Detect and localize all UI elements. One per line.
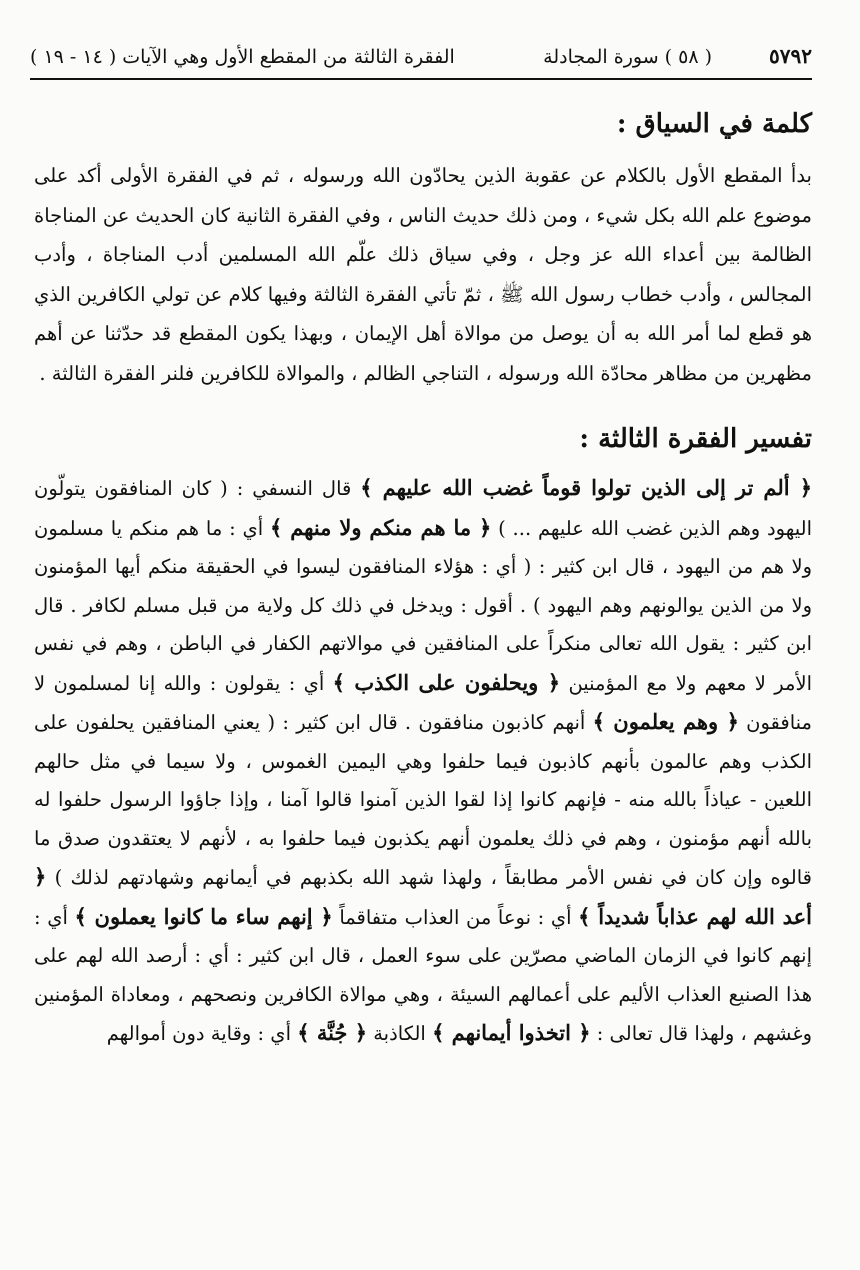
quran-verse: ﴿ ألم تر إلى الذين تولوا قوماً غضب الله عليهم ﴾ xyxy=(360,475,812,500)
quran-verse: ﴿ وهم يعلمون ﴾ xyxy=(592,709,739,734)
commentary-text: أي : إنهم كانوا في الزمان الماضي مصرّين على سوء العمل ، قال ابن كثير : أي : أرصد الله لهم على هذا الصنيع العذاب الأليم على أعمالهم السيئة ، وهي موالاة الكافرين ونصحهم ، ومعاداة المؤمنين وغشهم ، ولهذا قال تعالى : xyxy=(34,905,812,1045)
surah-label: ( ٥٨ ) سورة المجادلة xyxy=(543,46,712,68)
commentary-text: أنهم كاذبون منافقون . قال ابن كثير : ( يعني المنافقين يحلفون على الكذب وهم عالمون بأنهم كاذبون فيما حلفوا وهي اليمين الغموس ، ولا سيما في مثل حالهم اللعين - عياذاً بالله منه - فإنهم كانوا إذا لقوا الذين آمنوا قالوا آمنا ، وإذا جاؤوا الرسول حلفوا له بالله أنهم مؤمنون ، وهم في ذلك يعلمون أنهم يكذبون فيما حلفوا به ، لأنهم لا يعتقدون صدق ما قالوه وإن كان في نفس الأمر مطابقاً ، ولهذا شهد الله بكذبهم في أيمانهم وشهادتهم لذلك ) xyxy=(34,711,812,889)
interpretation-paragraph xyxy=(34,469,812,1054)
quran-verse: ﴿ أعد الله لهم عذاباً شديداً ﴾ xyxy=(34,864,812,929)
quran-verse: ﴿ ويحلفون على الكذب ﴾ xyxy=(332,669,561,695)
quran-verse: ﴿ جُنَّة ﴾ xyxy=(297,1020,368,1045)
context-paragraph: بدأ المقطع الأول بالكلام عن عقوبة الذين يحادّون الله ورسوله ، ثم في الفقرة الأولى أكد على موضوع علم الله بكل شيء ، ومن ذلك حديث الناس ، وفي الفقرة الثانية كان الحديث عن المناجاة الظالمة بين أعداء الله عز وجل ، وفي سياق ذلك علّم الله المسلمين أدب المناجاة ، وأدب المجالس ، وأدب خطاب رسول الله ﷺ ، ثمّ تأتي الفقرة الثالثة وفيها كلام عن تولي الكافرين الذي هو قطع لما أمر الله به أن يوصل من موالاة أهل الإيمان ، وبهذا يكون المقطع قد حدّثنا عن أهم مظهرين من مظاهر محادّة الله ورسوله ، التناجي الظالم ، والموالاة للكافرين فلنر الفقرة الثالثة . xyxy=(34,164,813,385)
section-title: الفقرة الثالثة من المقطع الأول وهي الآيات ( ١٤ - ١٩ ) xyxy=(30,46,455,68)
commentary-text: أي : يقولون : والله إنا لمسلمون لا منافقون xyxy=(34,671,812,734)
page-content xyxy=(34,100,812,1054)
quran-verse: ﴿ إنهم ساء ما كانوا يعملون ﴾ xyxy=(74,903,333,929)
commentary-text: قال النسفي : ( كان المنافقون يتولّون اليهود وهم الذين غضب الله عليهم ... ) xyxy=(34,477,812,540)
commentary-text: أي : ما هم منكم يا مسلمون ولا هم من اليهود ، قال ابن كثير : ( أي : هؤلاء المنافقون ليسوا في الحقيقة منكم أيها المؤمنون ولا من الذين يوالونهم وهم اليهود ) . أقول : ويدخل في ذلك كل ولاية من قبل مسلم لكافر . قال ابن كثير : يقول الله تعالى منكراً على المنافقين في موالاتهم الكفار في الباطن ، وهم في نفس الأمر لا معهم ولا مع المؤمنين xyxy=(34,516,812,695)
commentary-text: أي : وقاية دون أموالهم xyxy=(106,1022,298,1045)
commentary-text: الكاذبة xyxy=(367,1022,433,1045)
interpretation-heading: تفسير الفقرة الثالثة : xyxy=(579,424,812,454)
page-number: ٥٧٩٢ xyxy=(769,44,812,68)
context-heading: كلمة في السياق : xyxy=(616,109,812,139)
quran-verse: ﴿ اتخذوا أيمانهم ﴾ xyxy=(432,1020,591,1045)
commentary-text: أي : نوعاً من العذاب متفاقماً xyxy=(332,905,579,929)
quran-verse: ﴿ ما هم منكم ولا منهم ﴾ xyxy=(269,514,492,540)
running-header xyxy=(30,40,812,80)
